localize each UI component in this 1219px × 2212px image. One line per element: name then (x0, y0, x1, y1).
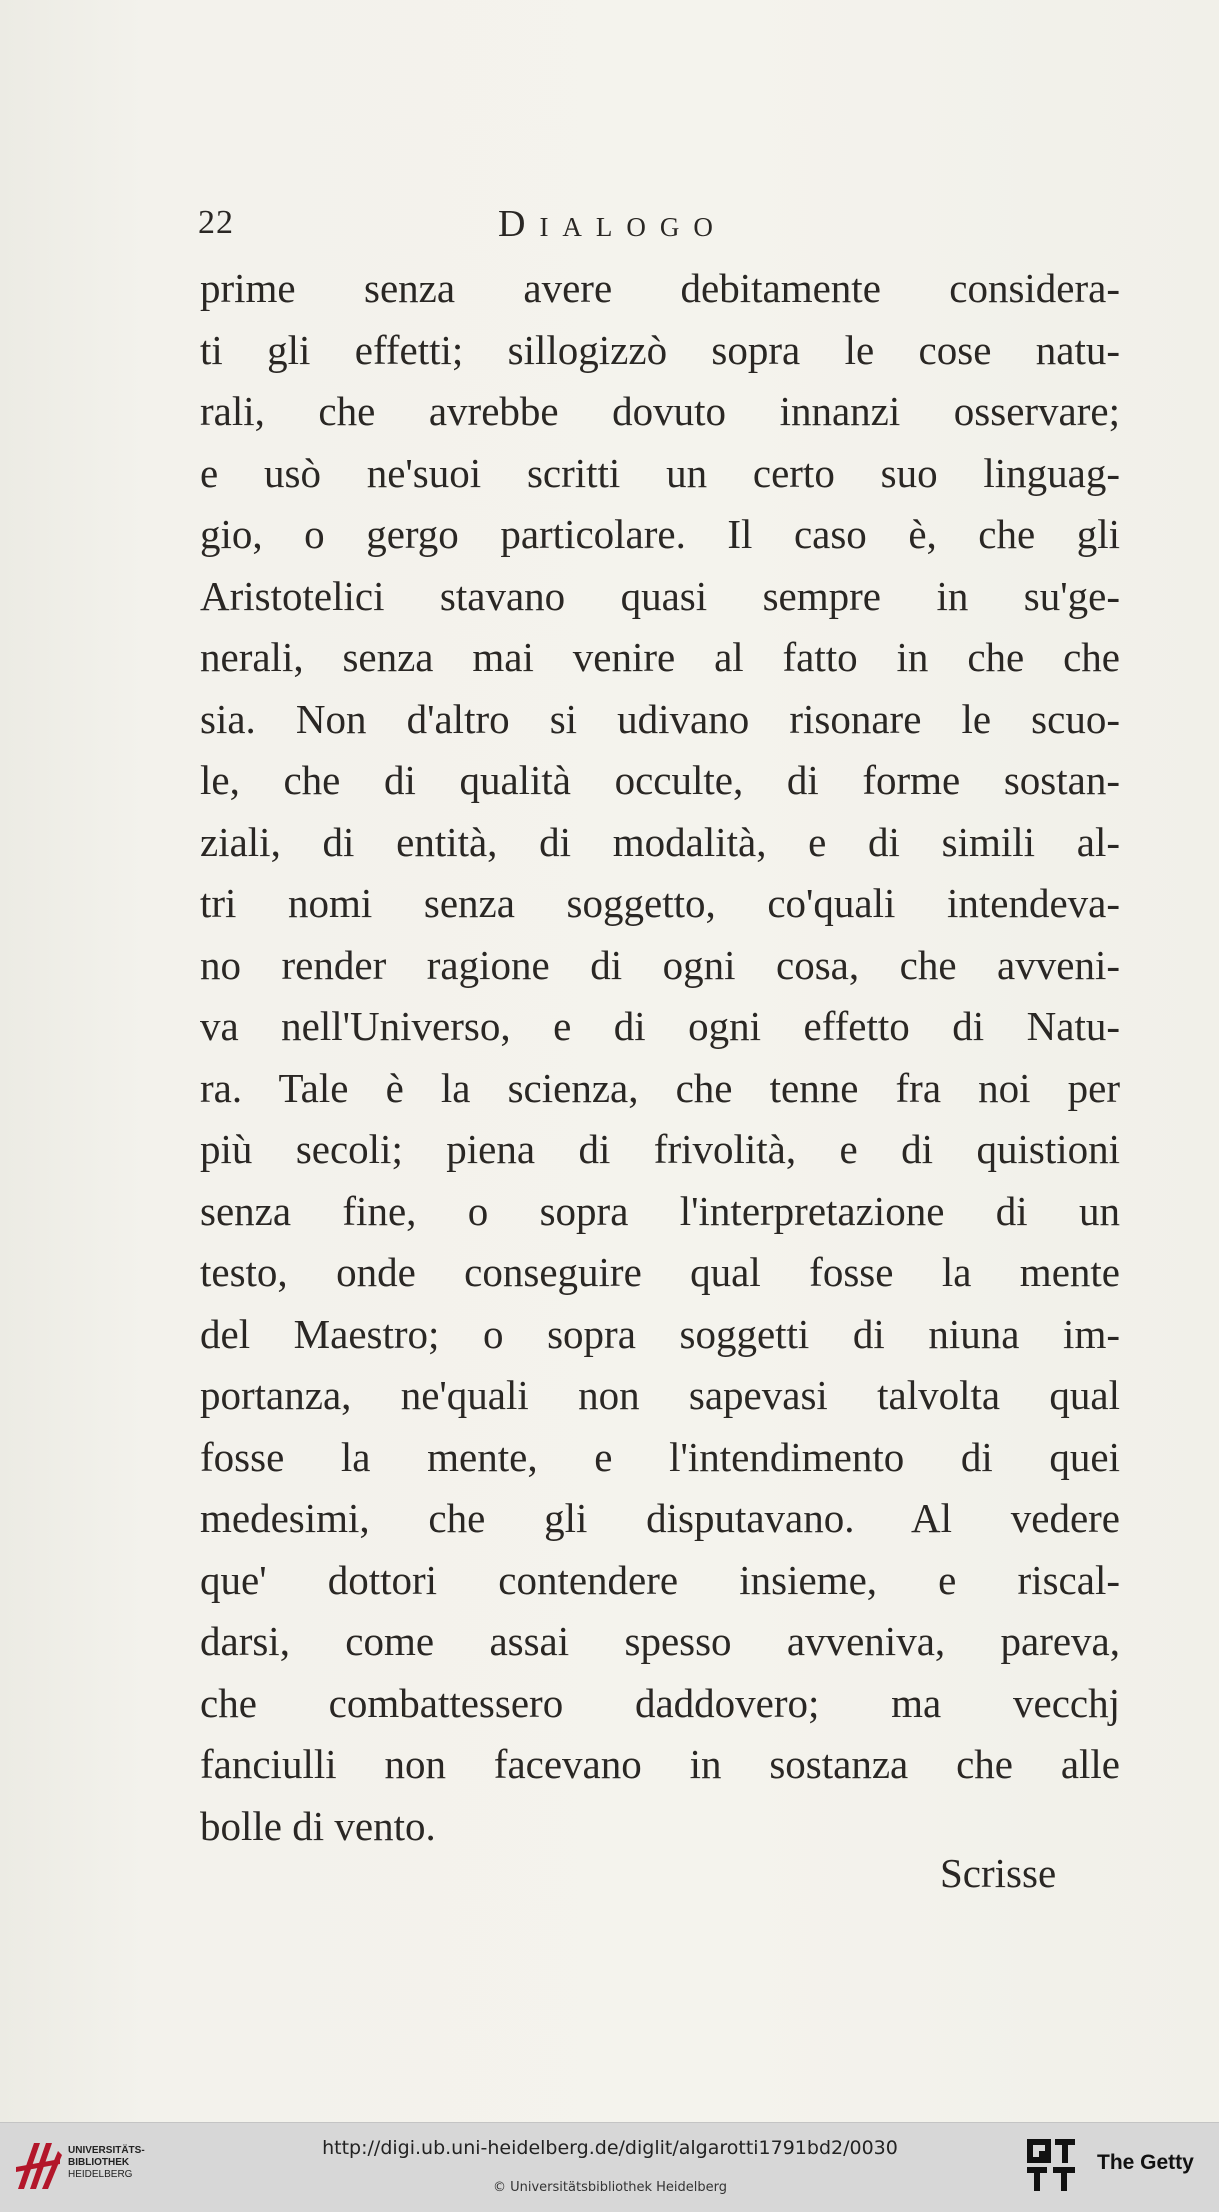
text-line: le, che di qualità occulte, di forme sostan- (200, 757, 1120, 803)
permalink-url[interactable]: http://digi.ub.uni-heidelberg.de/diglit/algarotti1791bd2/0030 (322, 2137, 898, 2159)
logo-line: BIBLIOTHEK (68, 2157, 130, 2168)
text-line: che combattessero daddovero; ma vecchj (200, 1679, 1120, 1726)
getty-name: The Getty (1097, 2151, 1194, 2174)
text-line: sia. Non d'altro si udivano risonare le scuo- (200, 695, 1120, 742)
text-line: rali, che avrebbe dovuto innanzi osservare; (200, 388, 1120, 434)
text-line: gio, o gergo particolare. Il caso è, che gli (200, 511, 1120, 557)
heidelberg-library-icon (12, 2137, 64, 2195)
getty-icon (1025, 2137, 1079, 2193)
heidelberg-library-wordmark (68, 2145, 145, 2181)
text-line: ti gli effetti; sillogizzò sopra le cose natu- (200, 326, 1120, 373)
catchword: Scrisse (940, 1850, 1057, 1896)
text-line: fanciulli non facevano in sostanza che alle (200, 1741, 1120, 1787)
logo-line: HEIDELBERG (68, 2169, 133, 2180)
text-line: Aristotelici stavano quasi sempre in su'ge- (200, 572, 1120, 619)
text-line: no render ragione di ogni cosa, che avveni- (200, 941, 1120, 988)
page-header (198, 200, 1128, 250)
text-line: e usò ne'suoi scritti un certo suo linguag- (200, 449, 1120, 496)
text-line: fosse la mente, e l'intendimento di quei (200, 1433, 1120, 1480)
logo-line: UNIVERSITÄTS- (68, 2145, 145, 2156)
heidelberg-library-logo[interactable] (12, 2135, 162, 2199)
text-line: senza fine, o sopra l'interpretazione di un (200, 1187, 1120, 1234)
text-line-last: bolle di vento. (200, 1802, 436, 1849)
text-line: que' dottori contendere insieme, e riscal- (200, 1556, 1120, 1603)
copyright-notice: © Universitätsbibliothek Heidelberg (492, 2180, 727, 2195)
text-line: prime senza avere debitamente considera- (200, 265, 1120, 311)
viewer-footer (0, 2122, 1219, 2212)
text-line: va nell'Universo, e di ogni effetto di Natu- (200, 1003, 1120, 1049)
text-line: testo, onde conseguire qual fosse la mente (200, 1249, 1120, 1295)
text-line: ra. Tale è la scienza, che tenne fra noi per (200, 1064, 1120, 1111)
text-line: nerali, senza mai venire al fatto in che che (200, 634, 1120, 680)
body-text (200, 258, 1120, 1857)
getty-logo[interactable] (1025, 2137, 1210, 2197)
text-line: portanza, ne'quali non sapevasi talvolta qual (200, 1372, 1120, 1418)
text-line: più secoli; piena di frivolità, e di quistioni (200, 1126, 1120, 1172)
text-line: darsi, come assai spesso avveniva, pareva, (200, 1618, 1120, 1664)
text-line: del Maestro; o sopra soggetti di niuna im- (200, 1310, 1120, 1357)
text-line: ziali, di entità, di modalità, e di simili al- (200, 818, 1120, 865)
text-line: medesimi, che gli disputavano. Al vedere (200, 1495, 1120, 1541)
page-number: 22 (198, 204, 234, 241)
text-line: tri nomi senza soggetto, co'quali intendeva- (200, 880, 1120, 926)
running-title: Dialogo (498, 203, 727, 245)
